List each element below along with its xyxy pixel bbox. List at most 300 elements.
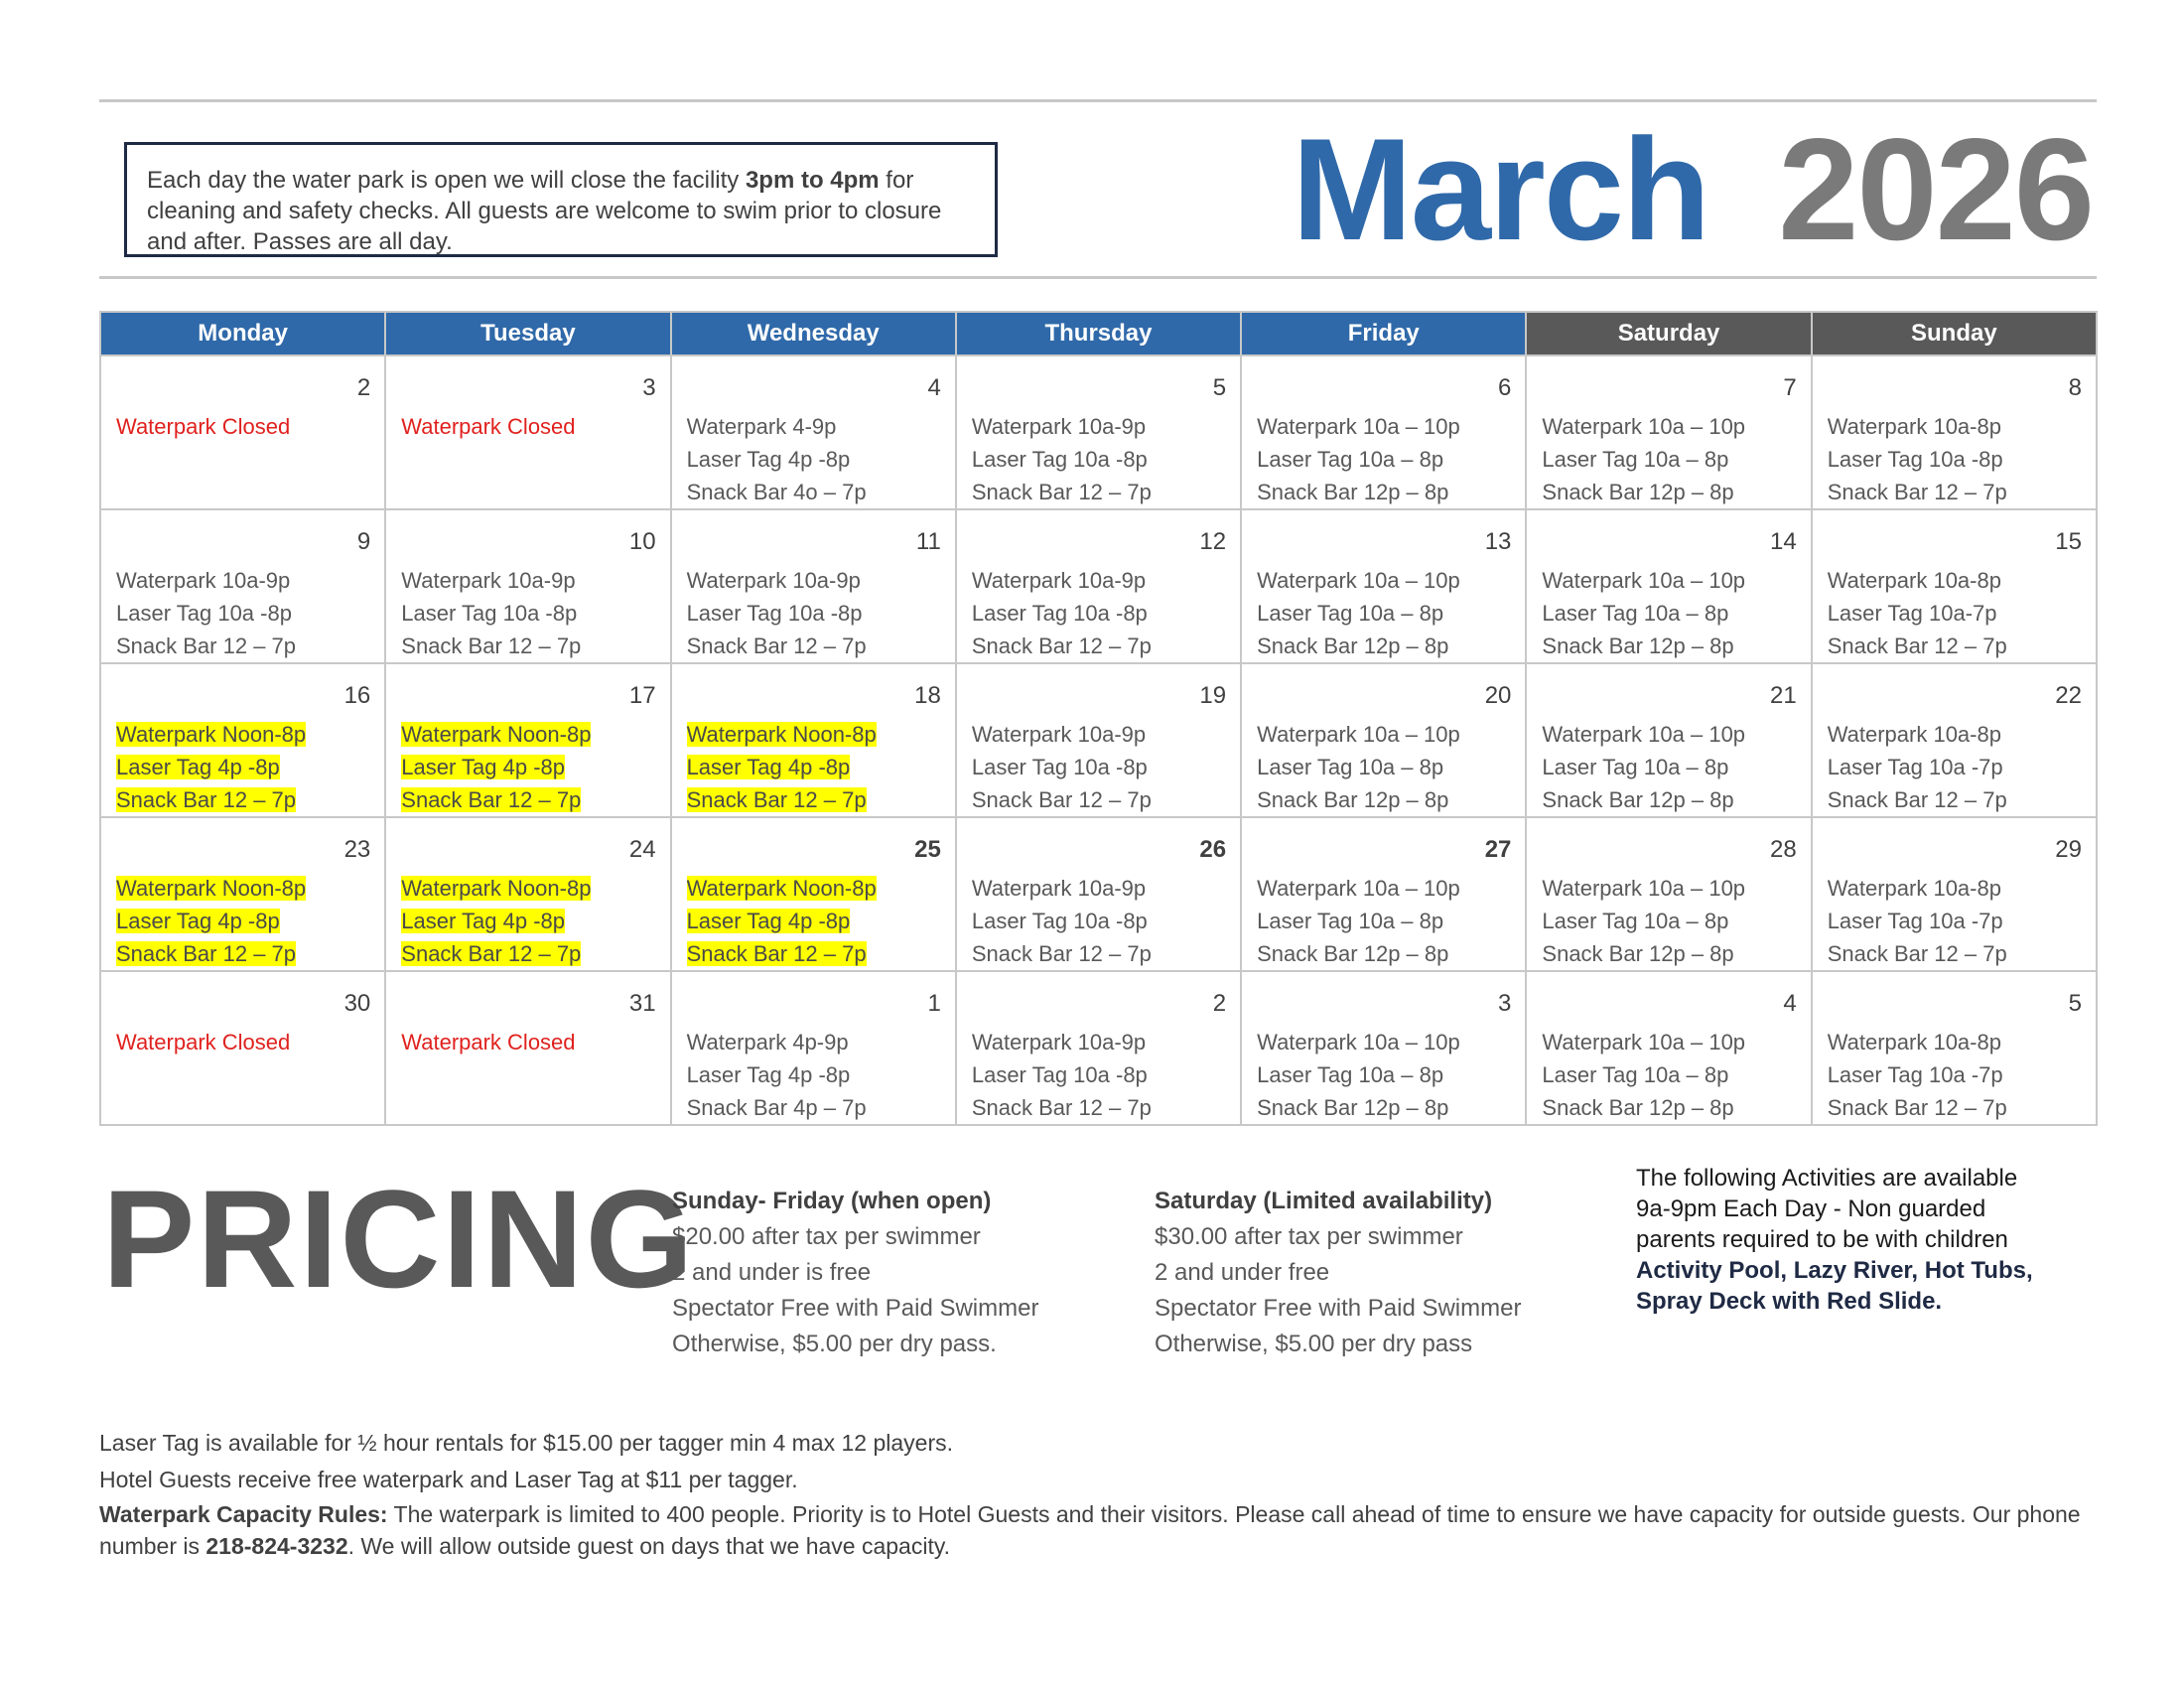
schedule-line — [687, 937, 955, 970]
schedule-line — [972, 1091, 1240, 1124]
schedule-line — [687, 410, 955, 443]
day-number: 7 — [1783, 374, 1797, 401]
schedule-lines — [957, 710, 1240, 816]
schedule-lines — [386, 710, 669, 816]
schedule-text: Snack Bar 12 – 7p — [971, 787, 1152, 812]
schedule-lines — [1813, 402, 2096, 508]
schedule-text: Snack Bar 12 – 7p — [401, 633, 582, 658]
day-cell — [1241, 355, 1526, 509]
pricing-line: Otherwise, $5.00 per dry pass — [1155, 1331, 1473, 1357]
schedule-line — [1257, 597, 1525, 630]
weekend-header: Sunday — [1812, 312, 2097, 355]
schedule-text: Laser Tag 10a -8p — [971, 755, 1148, 779]
day-cell — [671, 817, 956, 971]
schedule-line — [687, 1026, 955, 1058]
schedule-text: Snack Bar 12 – 7p — [971, 1095, 1152, 1120]
saturday-pricing-header: Saturday (Limited availability) — [1155, 1188, 1493, 1214]
week-row — [100, 817, 2097, 971]
schedule-text: Laser Tag 4p -8p — [401, 909, 565, 933]
day-cell — [1241, 509, 1526, 663]
day-number: 25 — [914, 836, 941, 863]
schedule-text: Waterpark 10a – 10p — [1542, 1030, 1746, 1055]
schedule-text: Snack Bar 12 – 7p — [1827, 480, 2007, 504]
day-cell — [1812, 817, 2097, 971]
schedule-lines — [1242, 864, 1525, 970]
schedule-text: Snack Bar 12p – 8p — [1257, 787, 1449, 812]
schedule-line — [687, 783, 955, 816]
week-row — [100, 509, 2097, 663]
pricing-line: Spectator Free with Paid Swimmer — [1155, 1295, 1522, 1322]
schedule-line — [972, 1026, 1240, 1058]
schedule-text: Snack Bar 12 – 7p — [116, 787, 297, 812]
schedule-text: Waterpark 10a-9p — [686, 568, 861, 593]
schedule-line — [687, 476, 955, 508]
day-number: 15 — [2055, 528, 2082, 555]
schedule-line — [687, 872, 955, 905]
day-cell — [671, 663, 956, 817]
schedule-text: Snack Bar 12 – 7p — [401, 941, 582, 966]
schedule-line — [1828, 872, 2096, 905]
schedule-lines — [672, 864, 955, 970]
day-number: 3 — [1498, 990, 1512, 1017]
capacity-text: The waterpark is limited to 400 people. Priority is to Hotel Guests and their visitors. Please call ahead of time to ensure we have capacity for outside guests. Our phone number is — [99, 1501, 2081, 1559]
schedule-line — [401, 597, 669, 630]
schedule-line — [687, 630, 955, 662]
schedule-line — [1828, 597, 2096, 630]
schedule-line — [401, 937, 669, 970]
schedule-line — [972, 410, 1240, 443]
schedule-line — [1542, 751, 1810, 783]
pricing-line: Spectator Free with Paid Swimmer — [672, 1295, 1039, 1322]
day-cell — [671, 971, 956, 1125]
schedule-text: Waterpark 10a-8p — [1827, 876, 2001, 901]
schedule-text: Laser Tag 10a -7p — [1827, 755, 2003, 779]
schedule-text: Waterpark 10a – 10p — [1542, 568, 1746, 593]
schedule-line — [1542, 597, 1810, 630]
schedule-line — [401, 718, 669, 751]
schedule-text: Snack Bar 12p – 8p — [1542, 787, 1734, 812]
schedule-text: Snack Bar 12 – 7p — [116, 633, 297, 658]
day-number: 21 — [1769, 682, 1797, 709]
weekday-header: Friday — [1241, 312, 1526, 355]
pricing-line: 2 and under is free — [672, 1259, 872, 1286]
schedule-text: Waterpark Closed — [401, 414, 576, 439]
schedule-line — [1542, 783, 1810, 816]
schedule-line — [972, 905, 1240, 937]
schedule-text: Waterpark Noon-8p — [686, 722, 877, 747]
schedule-text: Snack Bar 12 – 7p — [401, 787, 582, 812]
schedule-text: Waterpark 10a-8p — [1827, 568, 2001, 593]
week-row — [100, 971, 2097, 1125]
day-cell — [1526, 817, 1811, 971]
schedule-text: Snack Bar 12 – 7p — [686, 941, 867, 966]
schedule-line — [687, 751, 955, 783]
schedule-lines — [386, 864, 669, 970]
schedule-text: Waterpark 10a – 10p — [1542, 876, 1746, 901]
day-number: 31 — [628, 990, 656, 1017]
schedule-line — [1828, 783, 2096, 816]
day-number: 5 — [2068, 990, 2082, 1017]
day-cell — [385, 355, 670, 509]
closed-notice — [116, 1026, 384, 1058]
weekday-header-row — [100, 312, 2097, 355]
day-number: 5 — [1212, 374, 1227, 401]
schedule-line — [401, 751, 669, 783]
schedule-line — [1542, 937, 1810, 970]
schedule-lines — [1527, 402, 1810, 508]
schedule-text: Laser Tag 10a-7p — [1827, 601, 1997, 626]
schedule-line — [687, 1091, 955, 1124]
schedule-text: Laser Tag 10a -7p — [1827, 1062, 2003, 1087]
activities-line: parents required to be with children — [1636, 1226, 2008, 1253]
schedule-text: Snack Bar 12 – 7p — [971, 941, 1152, 966]
schedule-lines — [672, 1018, 955, 1124]
day-cell — [956, 509, 1241, 663]
schedule-text: Waterpark 4p-9p — [686, 1030, 849, 1055]
day-cell — [1812, 509, 2097, 663]
schedule-line — [1257, 718, 1525, 751]
phone-number: 218-824-3232 — [205, 1533, 348, 1559]
schedule-line — [1542, 443, 1810, 476]
day-number: 3 — [642, 374, 656, 401]
day-number: 20 — [1484, 682, 1512, 709]
schedule-line — [1257, 630, 1525, 662]
schedule-text: Snack Bar 12p – 8p — [1257, 941, 1449, 966]
schedule-text: Snack Bar 4o – 7p — [686, 480, 867, 504]
laser-tag-note: Laser Tag is available for ½ hour rentals for $15.00 per tagger min 4 max 12 players. — [99, 1430, 953, 1456]
schedule-line — [972, 476, 1240, 508]
day-cell — [385, 817, 670, 971]
schedule-text: Waterpark 10a-9p — [401, 568, 576, 593]
schedule-line — [401, 872, 669, 905]
schedule-lines — [1813, 710, 2096, 816]
schedule-text: Laser Tag 10a -8p — [971, 447, 1148, 472]
closed-notice — [116, 410, 384, 443]
closure-notice — [124, 142, 998, 257]
schedule-text: Waterpark Closed — [401, 1030, 576, 1055]
schedule-text: Waterpark 10a-9p — [971, 722, 1147, 747]
schedule-text: Laser Tag 10a -8p — [971, 909, 1148, 933]
day-number: 16 — [343, 682, 371, 709]
title-month: March — [1292, 108, 1709, 270]
schedule-line — [1542, 410, 1810, 443]
schedule-line — [1542, 564, 1810, 597]
schedule-line — [1257, 937, 1525, 970]
weekday-header: Tuesday — [385, 312, 670, 355]
page-title — [1292, 108, 2093, 270]
day-number: 28 — [1769, 836, 1797, 863]
day-number: 13 — [1484, 528, 1512, 555]
schedule-text: Waterpark 10a-9p — [971, 414, 1147, 439]
schedule-text: Snack Bar 12 – 7p — [686, 633, 867, 658]
schedule-line — [1542, 872, 1810, 905]
day-number: 2 — [1212, 990, 1227, 1017]
schedule-line — [687, 905, 955, 937]
schedule-text: Waterpark 10a – 10p — [1542, 414, 1746, 439]
day-number: 9 — [356, 528, 371, 555]
schedule-text: Laser Tag 4p -8p — [116, 909, 280, 933]
capacity-label: Waterpark Capacity Rules: — [99, 1501, 388, 1527]
schedule-text: Waterpark 10a – 10p — [1257, 1030, 1460, 1055]
day-number: 4 — [927, 374, 941, 401]
day-cell — [671, 509, 956, 663]
day-cell — [385, 663, 670, 817]
day-cell — [1812, 663, 2097, 817]
schedule-text: Waterpark 10a – 10p — [1257, 568, 1460, 593]
day-cell — [100, 509, 385, 663]
schedule-text: Waterpark 10a-8p — [1827, 1030, 2001, 1055]
schedule-line — [972, 630, 1240, 662]
weekday-pricing-header: Sunday- Friday (when open) — [672, 1188, 992, 1214]
schedule-text: Waterpark 10a-8p — [1827, 414, 2001, 439]
schedule-text: Waterpark 10a – 10p — [1257, 722, 1460, 747]
day-number: 12 — [1199, 528, 1227, 555]
schedule-text: Waterpark 10a-9p — [971, 1030, 1147, 1055]
schedule-line — [1828, 443, 2096, 476]
schedule-lines — [1813, 556, 2096, 662]
day-cell — [671, 355, 956, 509]
schedule-lines — [957, 402, 1240, 508]
schedule-line — [1257, 564, 1525, 597]
schedule-lines — [957, 864, 1240, 970]
schedule-text: Laser Tag 10a – 8p — [1257, 447, 1444, 472]
schedule-lines — [957, 556, 1240, 662]
schedule-line — [116, 597, 384, 630]
schedule-line — [1257, 905, 1525, 937]
title-year: 2026 — [1778, 108, 2093, 270]
schedule-lines — [101, 864, 384, 970]
schedule-text: Waterpark Closed — [116, 414, 291, 439]
header-divider — [99, 276, 2097, 279]
schedule-lines — [1813, 864, 2096, 970]
activities-note — [1636, 1163, 2083, 1317]
schedule-text: Snack Bar 12p – 8p — [1542, 480, 1734, 504]
schedule-text: Waterpark Noon-8p — [116, 722, 307, 747]
schedule-text: Snack Bar 4p – 7p — [686, 1095, 867, 1120]
schedule-lines — [101, 710, 384, 816]
schedule-text: Laser Tag 4p -8p — [686, 1062, 851, 1087]
schedule-line — [972, 443, 1240, 476]
weekday-header: Thursday — [956, 312, 1241, 355]
schedule-line — [116, 937, 384, 970]
schedule-text: Waterpark 10a – 10p — [1257, 876, 1460, 901]
schedule-text: Snack Bar 12 – 7p — [1827, 633, 2007, 658]
schedule-line — [116, 751, 384, 783]
day-cell — [100, 971, 385, 1125]
schedule-lines — [101, 402, 384, 443]
schedule-lines — [672, 402, 955, 508]
day-number: 1 — [927, 990, 941, 1017]
schedule-line — [972, 718, 1240, 751]
day-number: 6 — [1498, 374, 1512, 401]
schedule-line — [1828, 630, 2096, 662]
schedule-text: Laser Tag 10a – 8p — [1542, 447, 1729, 472]
schedule-line — [1542, 1058, 1810, 1091]
schedule-text: Laser Tag 10a -8p — [686, 601, 863, 626]
schedule-line — [1542, 630, 1810, 662]
pricing-line: 2 and under free — [1155, 1259, 1330, 1286]
day-cell — [1526, 355, 1811, 509]
schedule-text: Laser Tag 10a -8p — [971, 601, 1148, 626]
schedule-line — [401, 630, 669, 662]
schedule-text: Laser Tag 10a -8p — [971, 1062, 1148, 1087]
day-cell — [1241, 663, 1526, 817]
schedule-line — [1257, 1091, 1525, 1124]
schedule-text: Laser Tag 4p -8p — [686, 755, 851, 779]
schedule-line — [1257, 476, 1525, 508]
pricing-line: $30.00 after tax per swimmer — [1155, 1223, 1463, 1250]
schedule-lines — [386, 1018, 669, 1058]
schedule-text: Snack Bar 12p – 8p — [1542, 1095, 1734, 1120]
activities-line: 9a-9pm Each Day - Non guarded — [1636, 1196, 1986, 1222]
day-number: 2 — [356, 374, 371, 401]
schedule-line — [687, 597, 955, 630]
schedule-text: Laser Tag 10a – 8p — [1257, 755, 1444, 779]
schedule-line — [401, 783, 669, 816]
day-cell — [385, 509, 670, 663]
schedule-line — [972, 783, 1240, 816]
schedule-line — [1828, 718, 2096, 751]
day-number: 30 — [343, 990, 371, 1017]
day-number: 19 — [1199, 682, 1227, 709]
notice-time: 3pm to 4pm — [745, 167, 880, 194]
schedule-text: Laser Tag 10a – 8p — [1542, 909, 1729, 933]
day-number: 22 — [2055, 682, 2082, 709]
day-cell — [956, 663, 1241, 817]
schedule-text: Waterpark 10a-9p — [971, 568, 1147, 593]
closed-notice — [401, 1026, 669, 1058]
schedule-line — [1542, 1091, 1810, 1124]
schedule-line — [1257, 872, 1525, 905]
schedule-text: Waterpark 4-9p — [686, 414, 837, 439]
schedule-line — [1542, 718, 1810, 751]
schedule-line — [1257, 410, 1525, 443]
schedule-text: Laser Tag 10a – 8p — [1542, 601, 1729, 626]
schedule-line — [116, 630, 384, 662]
schedule-line — [1828, 1058, 2096, 1091]
schedule-line — [1828, 476, 2096, 508]
schedule-text: Snack Bar 12 – 7p — [1827, 787, 2007, 812]
schedule-text: Laser Tag 10a -7p — [1827, 909, 2003, 933]
schedule-text: Waterpark Closed — [116, 1030, 291, 1055]
schedule-line — [687, 443, 955, 476]
day-number: 29 — [2055, 836, 2082, 863]
schedule-lines — [1242, 1018, 1525, 1124]
schedule-line — [972, 1058, 1240, 1091]
schedule-line — [1828, 905, 2096, 937]
capacity-end: . We will allow outside guest on days that we have capacity. — [347, 1533, 951, 1559]
schedule-line — [116, 872, 384, 905]
day-cell — [1241, 817, 1526, 971]
schedule-line — [1257, 1026, 1525, 1058]
activities-list: Activity Pool, Lazy River, Hot Tubs, Spray Deck with Red Slide. — [1636, 1257, 2033, 1315]
schedule-text: Waterpark Noon-8p — [401, 722, 592, 747]
schedule-line — [1828, 410, 2096, 443]
schedule-line — [1828, 937, 2096, 970]
schedule-line — [1828, 751, 2096, 783]
schedule-text: Laser Tag 4p -8p — [686, 909, 851, 933]
schedule-text: Laser Tag 10a – 8p — [1257, 1062, 1444, 1087]
schedule-line — [1542, 1026, 1810, 1058]
schedule-line — [1257, 783, 1525, 816]
schedule-text: Waterpark Noon-8p — [401, 876, 592, 901]
pricing-line: Otherwise, $5.00 per dry pass. — [672, 1331, 997, 1357]
schedule-lines — [672, 556, 955, 662]
weekday-header: Monday — [100, 312, 385, 355]
schedule-text: Waterpark 10a – 10p — [1542, 722, 1746, 747]
schedule-text: Waterpark Noon-8p — [686, 876, 877, 901]
schedule-lines — [1527, 556, 1810, 662]
schedule-lines — [386, 556, 669, 662]
schedule-line — [687, 564, 955, 597]
schedule-line — [116, 905, 384, 937]
schedule-text: Snack Bar 12 – 7p — [1827, 1095, 2007, 1120]
schedule-line — [687, 1058, 955, 1091]
hotel-guest-note: Hotel Guests receive free waterpark and Laser Tag at $11 per tagger. — [99, 1467, 798, 1492]
top-divider — [99, 99, 2097, 102]
schedule-line — [972, 597, 1240, 630]
schedule-lines — [957, 1018, 1240, 1124]
saturday-pricing — [1155, 1184, 1521, 1362]
schedule-line — [401, 905, 669, 937]
day-number: 27 — [1484, 836, 1512, 863]
schedule-text: Laser Tag 10a -8p — [1827, 447, 2003, 472]
schedule-lines — [1242, 710, 1525, 816]
calendar-grid — [99, 311, 2098, 1126]
day-cell — [100, 663, 385, 817]
schedule-text: Waterpark 10a-8p — [1827, 722, 2001, 747]
day-cell — [956, 355, 1241, 509]
schedule-line — [1828, 1091, 2096, 1124]
schedule-text: Snack Bar 12 – 7p — [116, 941, 297, 966]
schedule-text: Snack Bar 12p – 8p — [1542, 633, 1734, 658]
schedule-line — [972, 751, 1240, 783]
schedule-text: Laser Tag 10a -8p — [116, 601, 292, 626]
schedule-lines — [672, 710, 955, 816]
schedule-line — [1542, 905, 1810, 937]
schedule-text: Snack Bar 12p – 8p — [1542, 941, 1734, 966]
day-number: 4 — [1783, 990, 1797, 1017]
day-number: 23 — [343, 836, 371, 863]
schedule-lines — [1527, 864, 1810, 970]
schedule-text: Laser Tag 10a -8p — [401, 601, 578, 626]
schedule-text: Snack Bar 12p – 8p — [1257, 633, 1449, 658]
day-cell — [1526, 663, 1811, 817]
day-number: 26 — [1199, 836, 1227, 863]
schedule-text: Waterpark 10a-9p — [116, 568, 291, 593]
day-number: 8 — [2068, 374, 2082, 401]
pricing-line: $20.00 after tax per swimmer — [672, 1223, 981, 1250]
schedule-lines — [1242, 402, 1525, 508]
schedule-text: Snack Bar 12p – 8p — [1257, 1095, 1449, 1120]
day-cell — [1526, 971, 1811, 1125]
schedule-lines — [1527, 1018, 1810, 1124]
day-cell — [1526, 509, 1811, 663]
schedule-lines — [1527, 710, 1810, 816]
schedule-line — [116, 718, 384, 751]
activities-line: The following Activities are available — [1636, 1165, 2018, 1192]
pricing-heading: PRICING — [102, 1161, 696, 1317]
day-cell — [1241, 971, 1526, 1125]
week-row — [100, 663, 2097, 817]
schedule-line — [1257, 443, 1525, 476]
week-row — [100, 355, 2097, 509]
schedule-text: Laser Tag 4p -8p — [686, 447, 851, 472]
schedule-text: Laser Tag 10a – 8p — [1257, 909, 1444, 933]
schedule-text: Laser Tag 10a – 8p — [1257, 601, 1444, 626]
schedule-text: Snack Bar 12 – 7p — [1827, 941, 2007, 966]
schedule-text: Laser Tag 10a – 8p — [1542, 1062, 1729, 1087]
